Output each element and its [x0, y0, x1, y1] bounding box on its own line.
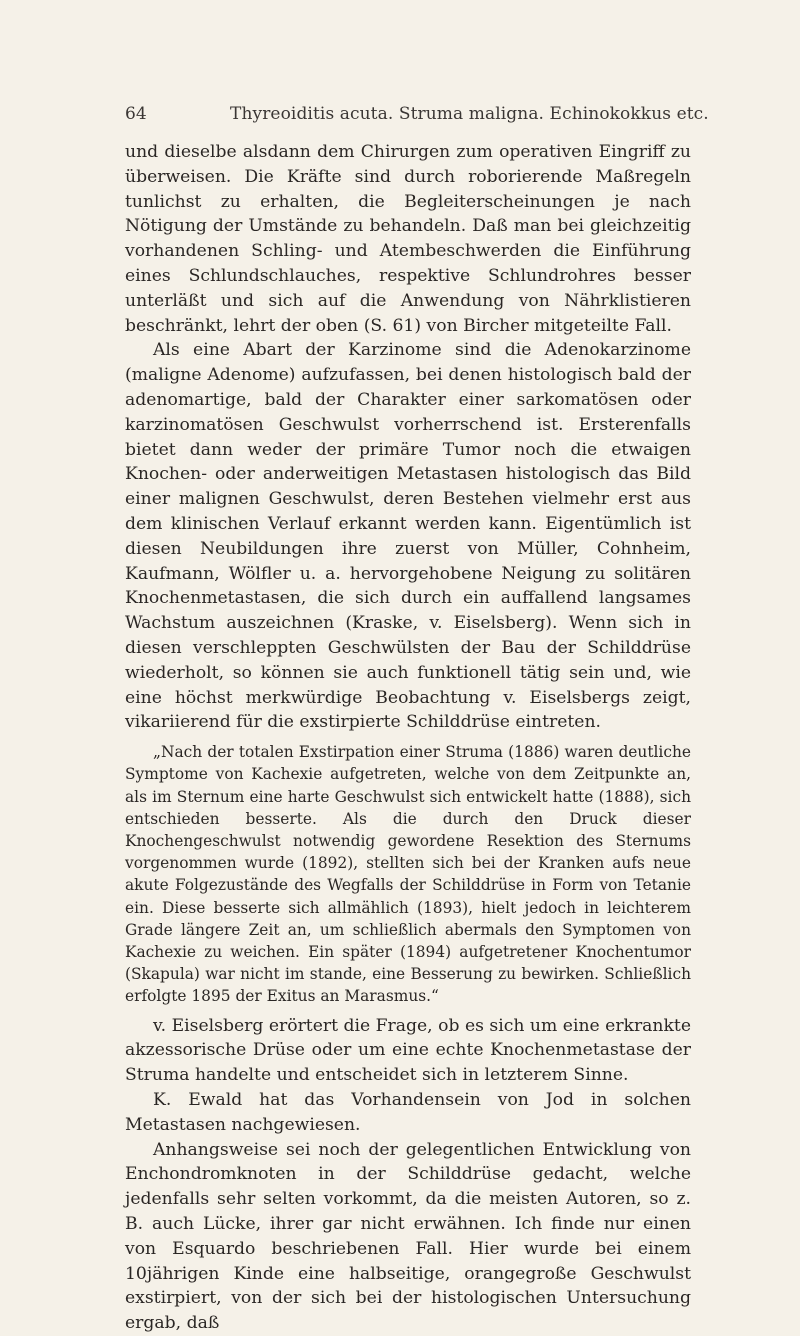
paragraph-2: Als eine Abart der Karzinome sind die Adenokarzinome (maligne Adenome) aufzufassen, bei denen histologisch bald der adenomartige, bald der Charakter einer sarkomatösen oder karzinomatösen Geschwulst vorherrschend ist. Ersterenfalls bietet dann weder der primäre Tumor noch die etwaigen Knochen- oder anderweitigen Metastasen histologisch das Bild einer malignen Geschwulst, deren Bestehen vielmehr erst aus dem klinischen Verlauf erkannt werden kann. Eigentümlich ist diesen Neubildungen ihre zuerst von Müller, Cohnheim, Kaufmann, Wölfler u. a. hervorgehobene Neigung zu solitären Knochenmetastasen, die sich durch ein auffallend langsames Wachstum auszeichnen (Kraske, v. Eiselsberg). Wenn sich in diesen verschleppten Geschwülsten der Bau der Schilddrüse wiederholt, so können sie auch funktionell tätig sein und, wie eine höchst merkwürdige Beobachtung v. Eiselsbergs zeigt, vikariierend für die exstirpierte Schilddrüse eintreten.	[125, 340, 691, 733]
quoted-case-report: „Nach der totalen Exstirpation einer Struma (1886) waren deutliche Symptome von Kachexie aufgetreten, welche von dem Zeitpunkte an, als im Sternum eine harte Geschwulst sich entwickelt hatte (1888), sich entschieden besserte. Als die durch den Druck dieser Knochengeschwulst notwendig gewordene Resektion des Sternums vorgenommen wurde (1892), stellten sich bei der Kranken aufs neue akute Folgezustände des Wegfalls der Schilddrüse in Form von Tetanie ein. Diese besserte sich allmählich (1893), hielt jedoch in leichterem Grade längere Zeit an, um schließlich abermals den Symptomen von Kachexie zu weichen. Ein später (1894) aufgetretener Knochentumor (Skapula) war nicht im stande, eine Besserung zu bewirken. Schließlich erfolgte 1895 der Exitus an Marasmus.“	[125, 743, 691, 1006]
running-title: Thyreoiditis acuta. Struma maligna. Echinokokkus etc.	[230, 104, 709, 124]
paragraph-4: K. Ewald hat das Vorhandensein von Jod in solchen Metastasen nachgewiesen.	[125, 1089, 691, 1135]
body-text	[125, 140, 691, 1336]
paragraph-5: Anhangsweise sei noch der gelegentlichen Entwicklung von Enchondromknoten in der Schilddrüse gedacht, welche jedenfalls sehr selten vorkommt, da die meisten Autoren, so z. B. auch Lücke, ihrer gar nicht erwähnen. Ich finde nur einen von Esquardo beschriebenen Fall. Hier wurde bei einem 10jährigen Kinde eine halbseitige, orangegroße Geschwulst exstirpiert, von der sich bei der histologischen Untersuchung ergab, daß	[125, 1139, 691, 1334]
paragraph-1: und dieselbe alsdann dem Chirurgen zum operativen Eingriff zu überweisen. Die Kräfte sind durch roborierende Maßregeln tunlichst zu erhalten, die Begleiterscheinungen je nach Nötigung der Umstände zu behandeln. Daß man bei gleichzeitig vorhandenen Schling- und Atembeschwerden die Einführung eines Schlundschlauches, respektive Schlundrohres besser unterläßt und sich auf die Anwendung von Nährklistieren beschränkt, lehrt der oben (S. 61) von Bircher mitgeteilte Fall.	[125, 142, 691, 336]
paragraph-3: v. Eiselsberg erörtert die Frage, ob es sich um eine erkrankte akzessorische Drüse oder um eine echte Knochenmetastase der Struma handelte und entscheidet sich in letzterem Sinne.	[125, 1015, 691, 1086]
page-number: 64	[125, 104, 147, 124]
